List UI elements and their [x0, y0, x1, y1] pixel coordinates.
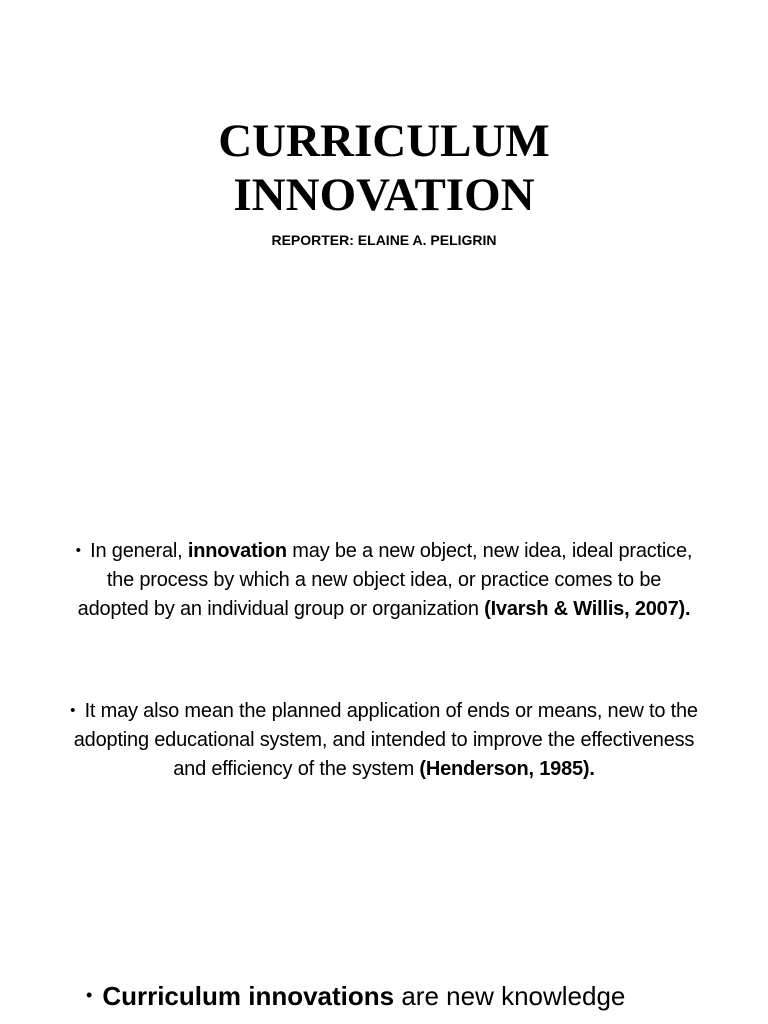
para1-lead: In general, [84, 540, 188, 562]
partial-term: Curriculum innovations [102, 981, 395, 1011]
slide-title [0, 114, 768, 222]
bullet-icon: • [70, 702, 76, 719]
title-line-1: CURRICULUM [218, 115, 550, 167]
partial-body: are new knowledge [394, 981, 626, 1011]
title-line-2: INNOVATION [233, 169, 535, 221]
bullet-icon: • [75, 542, 81, 559]
title-slide [0, 0, 768, 420]
definition-paragraph-2 [70, 696, 698, 784]
partial-slide [0, 900, 768, 1024]
definitions-slide [0, 420, 768, 900]
reporter-subtitle: REPORTER: ELAINE A. PELIGRIN [271, 232, 497, 248]
bullet-icon: • [86, 985, 93, 1005]
para1-term: innovation [187, 540, 287, 562]
para2-body: It may also mean the planned application of ends or means, new to the adopting educational system, and intended to improve the effectiveness and efficiency of the system [73, 700, 698, 780]
definition-paragraph-1 [70, 536, 698, 624]
curriculum-innovations-bullet [70, 978, 710, 1013]
para2-citation: (Henderson, 1985). [419, 758, 595, 780]
para1-citation: (Ivarsh & Willis, 2007). [484, 598, 691, 620]
para1-body: may be a new object, new idea, ideal practice, the process by which a new object idea, or practice comes to be adopted by an individual group or organization [77, 540, 693, 620]
